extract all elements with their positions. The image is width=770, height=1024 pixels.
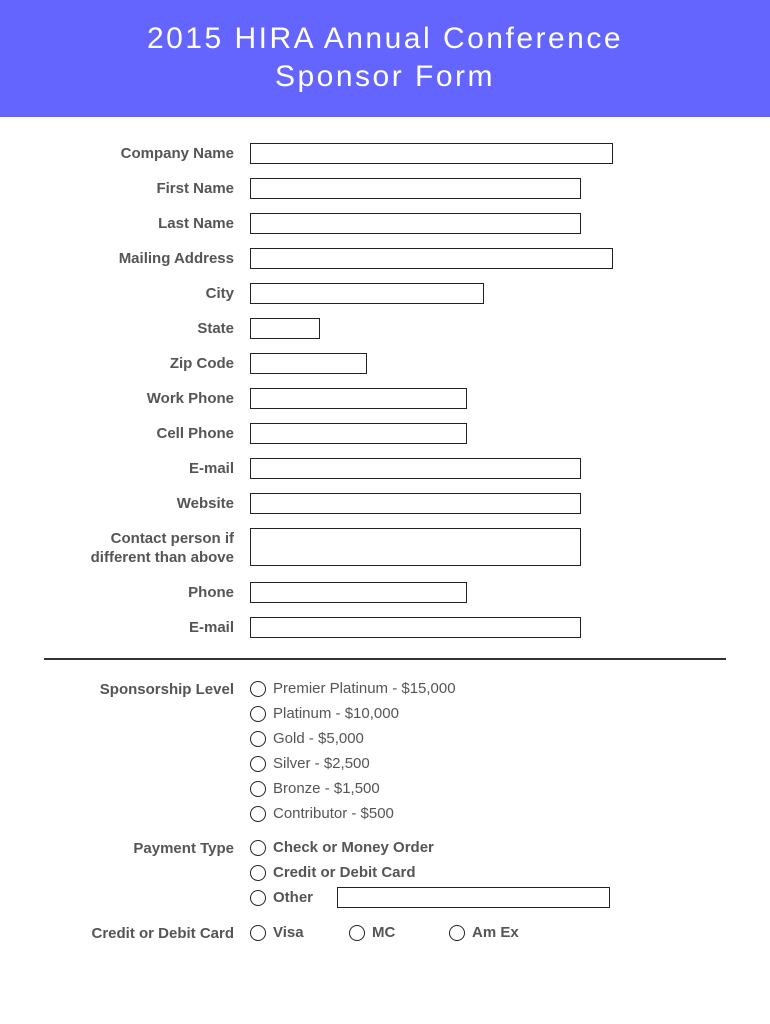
contact-phone-label: Phone xyxy=(188,584,234,601)
radio-button[interactable] xyxy=(250,806,266,822)
option-label: Am Ex xyxy=(472,924,519,941)
contact-phone-input[interactable] xyxy=(250,582,467,603)
cell-phone-label: Cell Phone xyxy=(156,425,234,442)
contact-person-label xyxy=(14,529,234,567)
header-banner xyxy=(0,0,770,117)
mailing-address-input[interactable] xyxy=(250,248,613,269)
cell-phone-input[interactable] xyxy=(250,423,467,444)
option-label: Gold - $5,000 xyxy=(273,730,364,747)
contact-email-input[interactable] xyxy=(250,617,581,638)
title-line-2: Sponsor Form xyxy=(274,60,496,93)
first-name-input[interactable] xyxy=(250,178,581,199)
radio-button[interactable] xyxy=(250,681,266,697)
option-label: Bronze - $1,500 xyxy=(273,780,380,797)
radio-button[interactable] xyxy=(250,865,266,881)
website-label: Website xyxy=(176,495,234,512)
zip-code-input[interactable] xyxy=(250,353,367,374)
zip-code-label: Zip Code xyxy=(169,355,234,372)
option-label: Credit or Debit Card xyxy=(273,864,416,881)
card-type-label: Credit or Debit Card xyxy=(91,925,234,942)
form-title xyxy=(0,20,770,96)
city-input[interactable] xyxy=(250,283,484,304)
payment-option-other[interactable] xyxy=(250,888,313,908)
option-label: Contributor - $500 xyxy=(273,805,394,822)
card-option-visa[interactable] xyxy=(250,923,304,943)
payment-option-check[interactable] xyxy=(250,838,434,858)
contact-person-label-line-1: Contact person if xyxy=(110,530,234,547)
option-label: Platinum - $10,000 xyxy=(273,705,399,722)
city-label: City xyxy=(205,285,234,302)
section-divider xyxy=(44,658,726,660)
radio-button[interactable] xyxy=(449,925,465,941)
radio-button[interactable] xyxy=(250,756,266,772)
option-label: Silver - $2,500 xyxy=(273,755,370,772)
sponsorship-option-premier-platinum[interactable] xyxy=(250,679,456,699)
option-label: MC xyxy=(372,924,396,941)
payment-option-card[interactable] xyxy=(250,863,416,883)
email-input[interactable] xyxy=(250,458,581,479)
radio-button[interactable] xyxy=(349,925,365,941)
sponsorship-option-gold[interactable] xyxy=(250,729,364,749)
sponsorship-option-platinum[interactable] xyxy=(250,704,399,724)
card-option-mc[interactable] xyxy=(349,923,395,943)
last-name-label: Last Name xyxy=(158,215,234,232)
email-label: E-mail xyxy=(188,460,234,477)
radio-button[interactable] xyxy=(250,706,266,722)
option-label: Other xyxy=(273,889,314,906)
work-phone-input[interactable] xyxy=(250,388,467,409)
company-name-label: Company Name xyxy=(120,145,234,162)
title-line-1: 2015 HIRA Annual Conference xyxy=(146,22,624,55)
radio-button[interactable] xyxy=(250,925,266,941)
sponsorship-option-silver[interactable] xyxy=(250,754,370,774)
company-name-input[interactable] xyxy=(250,143,613,164)
mailing-address-label: Mailing Address xyxy=(118,250,234,267)
payment-other-input[interactable] xyxy=(337,887,610,908)
website-input[interactable] xyxy=(250,493,581,514)
payment-type-label: Payment Type xyxy=(133,840,234,857)
state-input[interactable] xyxy=(250,318,320,339)
sponsorship-level-label: Sponsorship Level xyxy=(99,681,234,698)
work-phone-label: Work Phone xyxy=(146,390,234,407)
radio-button[interactable] xyxy=(250,781,266,797)
option-label: Visa xyxy=(273,924,304,941)
option-label: Premier Platinum - $15,000 xyxy=(273,680,456,697)
sponsorship-option-contributor[interactable] xyxy=(250,804,394,824)
radio-button[interactable] xyxy=(250,731,266,747)
last-name-input[interactable] xyxy=(250,213,581,234)
sponsorship-option-bronze[interactable] xyxy=(250,779,380,799)
radio-button[interactable] xyxy=(250,890,266,906)
card-option-amex[interactable] xyxy=(449,923,519,943)
contact-person-input[interactable] xyxy=(250,528,581,566)
contact-email-label: E-mail xyxy=(188,619,234,636)
first-name-label: First Name xyxy=(156,180,234,197)
radio-button[interactable] xyxy=(250,840,266,856)
contact-person-label-line-2: different than above xyxy=(90,549,234,566)
option-label: Check or Money Order xyxy=(273,839,434,856)
state-label: State xyxy=(197,320,234,337)
